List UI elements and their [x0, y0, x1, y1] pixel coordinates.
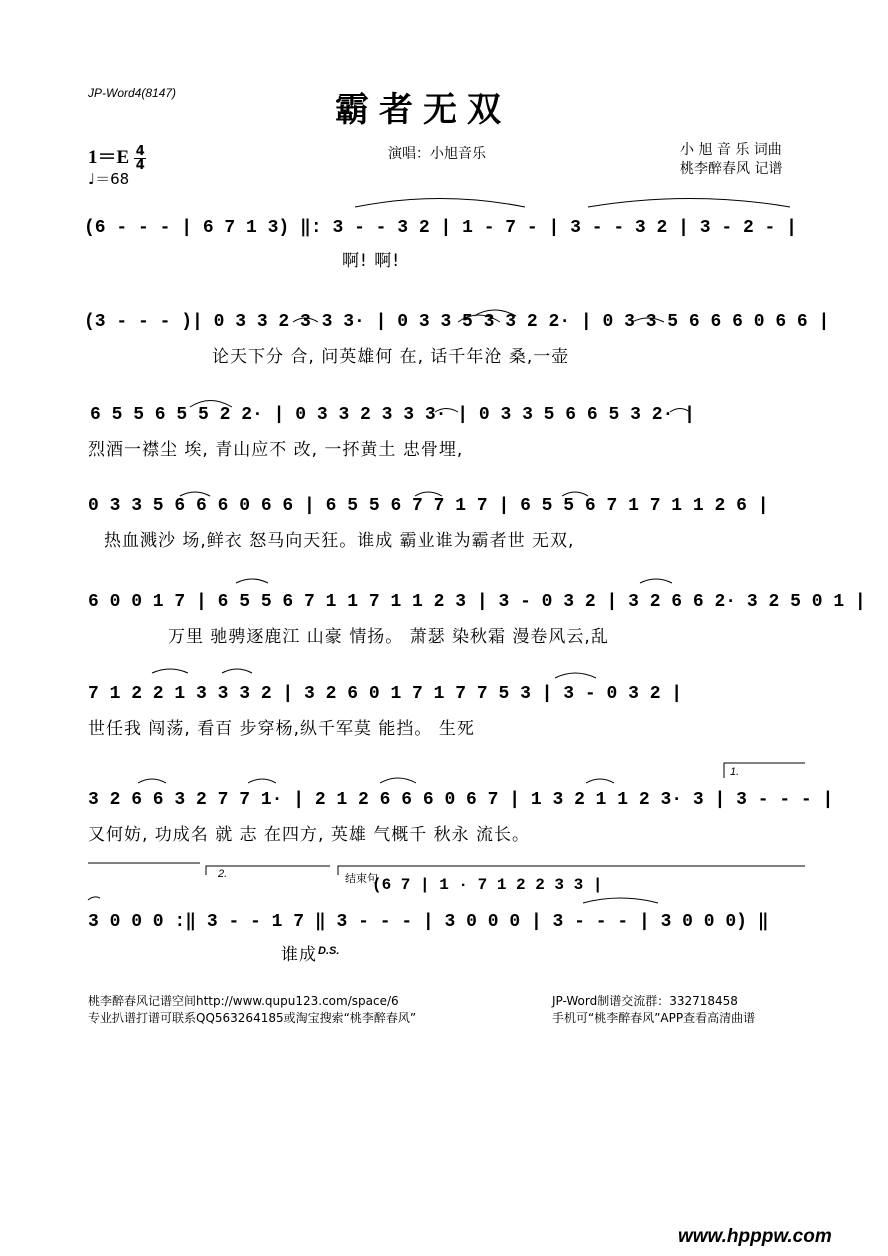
lyrics-line-1: 啊! 啊!	[342, 251, 401, 271]
lyrics-line-6: 世任我 闯荡, 看百 步穿杨,纵千军莫 能挡。 生死	[88, 719, 475, 739]
lyrics-line-5: 万里 驰骋逐鹿江 山豪 情扬。 萧瑟 染秋霜 漫卷风云,乱	[168, 627, 609, 647]
singer-credit: 演唱：小旭音乐	[388, 146, 486, 162]
score-system-4: 0 3 3 5 6 6 6 0 6 6 | 6 5 5 6 7 7 1 7 | 6 5 5 6 7 1 7 1 1 2 6 |	[88, 496, 769, 516]
coda-label: 结束句	[345, 873, 378, 885]
generator-label: JP-Word4(8147)	[88, 86, 177, 100]
key-label: 1＝E	[88, 147, 130, 168]
transcriber-credit: 桃李醉春风 记谱	[680, 161, 783, 177]
watermark-site: www.hpppw.com	[678, 1226, 832, 1247]
lyrics-line-3: 烈酒一襟尘 埃, 青山应不 改, 一抔黄土 忠骨埋,	[88, 440, 464, 460]
lyrics-line-7: 又何妨, 功成名 就 志 在四方, 英雄 气概千 秋永 流长。	[88, 825, 531, 845]
volta-2-label: 2.	[218, 868, 228, 880]
footer-contact: 专业扒谱打谱可联系QQ563264185或淘宝搜索“桃李醉春风”	[88, 1011, 417, 1025]
footer-group: JP-Word制谱交流群：332718458	[552, 994, 738, 1008]
score-system-5: 6 0 0 1 7 | 6 5 5 6 7 1 1 7 1 1 2 3 | 3 - 0 3 2 | 3 2 6 6 2· 3 2 5 0 1 |	[88, 592, 866, 612]
score-system-7: 3 2 6 6 3 2 7 7 1· | 2 1 2 6 6 6 0 6 7 | 1 3 2 1 1 2 3· 3 | 3 - - - |	[88, 790, 834, 810]
score-system-8: 3 0 0 0 :‖ 3 - - 1 7 ‖ 3 - - - | 3 0 0 0 | 3 - - - | 3 0 0 0) ‖	[88, 912, 769, 932]
time-bottom: 4	[135, 158, 145, 173]
footer-space-link: 桃李醉春风记谱空间http://www.qupu123.com/space/6	[88, 994, 399, 1008]
dal-segno-mark: D.S.	[318, 945, 340, 957]
page-title: 霸者无双	[335, 90, 511, 130]
volta-1-label: 1.	[730, 766, 740, 778]
tempo-mark: ♩＝68	[88, 170, 130, 188]
score-system-1: (6 - - - | 6 7 1 3) ‖: 3 - - 3 2 | 1 - 7 - | 3 - - 3 2 | 3 - 2 - |	[84, 218, 797, 238]
lyrics-line-2: 论天下分 合, 问英雄何 在, 话千年沧 桑,一壶	[212, 347, 570, 367]
coda-upper-notes: (6 7 | 1 · 7 1 2 2 3 3 |	[372, 876, 603, 894]
footer-app: 手机可“桃李醉春风”APP查看高清曲谱	[552, 1011, 756, 1025]
score-system-6: 7 1 2 2 1 3 3 3 2 | 3 2 6 0 1 7 1 7 7 5 3 | 3 - 0 3 2 |	[88, 684, 683, 704]
score-system-3: 6 5 5 6 5 5 2 2· | 0 3 3 2 3 3 3· | 0 3 3 5 6 6 5 3 2· |	[90, 405, 695, 425]
lyricist-composer-credit: 小 旭 音 乐 词曲	[680, 142, 782, 158]
score-system-2: (3 - - - )| 0 3 3 2 3 3 3· | 0 3 3 5 3 3 2 2· | 0 3 3 5 6 6 6 0 6 6 |	[84, 312, 830, 332]
time-top: 4	[135, 144, 145, 159]
lyrics-line-4: 热血溅沙 场,鲜衣 怒马向天狂。谁成 霸业谁为霸者世 无双,	[104, 531, 575, 551]
lyrics-line-8: 谁成	[281, 945, 317, 965]
